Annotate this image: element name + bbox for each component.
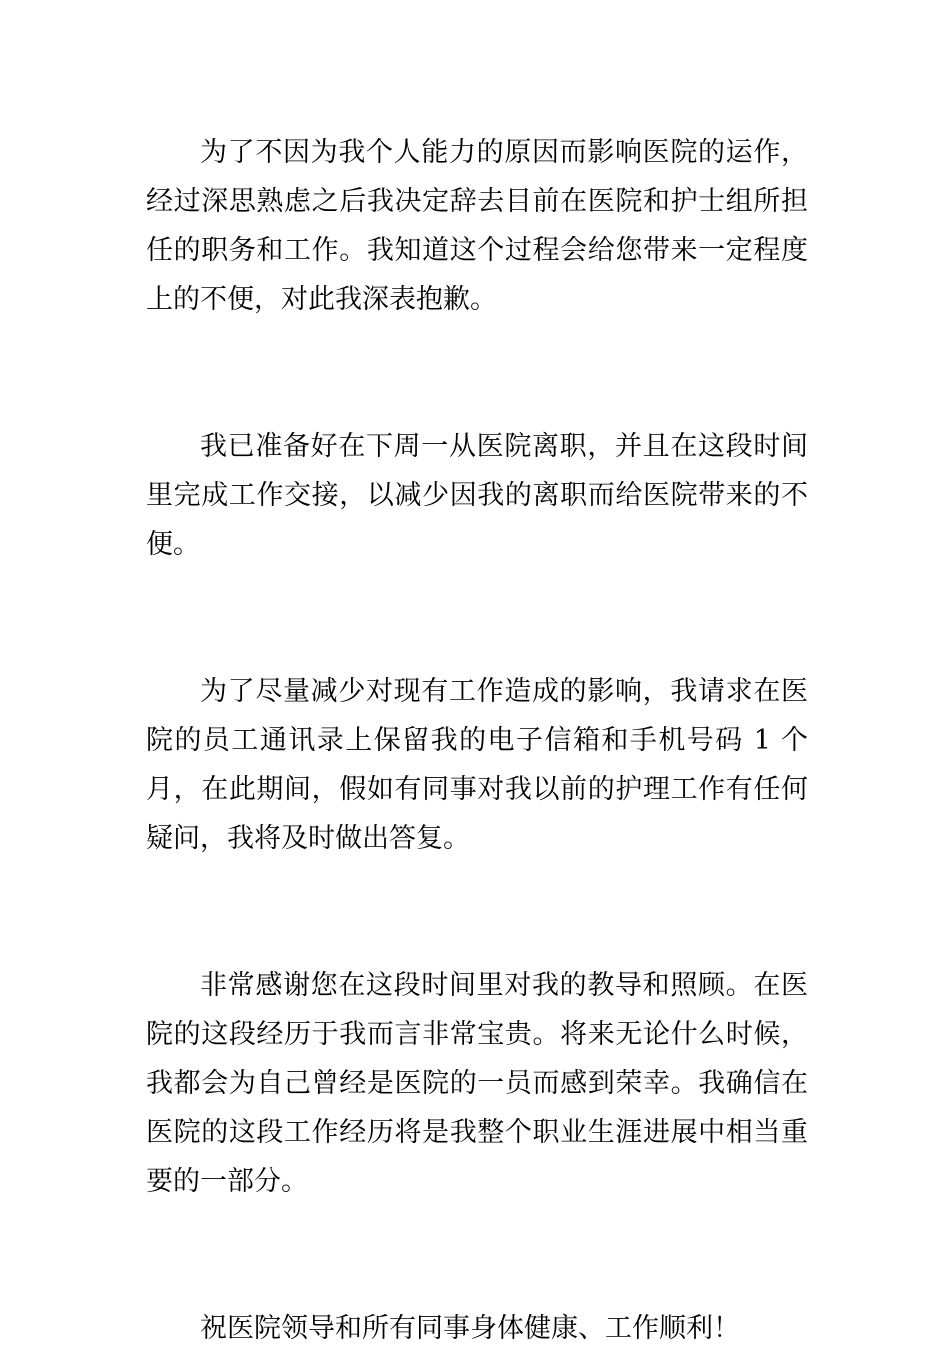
paragraph-resignation-reason: 为了不因为我个人能力的原因而影响医院的运作，经过深思熟虑之后我决定辞去目前在医院和护士组所担任的职务和工作。我知道这个过程会给您带来一定程度上的不便，对此我深表抱歉。 [146,137,808,315]
document-body [146,128,808,1353]
paragraph-closing-wishes: 祝医院领导和所有同事身体健康、工作顺利！ [200,1313,740,1344]
paragraph-handover: 我已准备好在下周一从医院离职，并且在这段时间里完成工作交接，以减少因我的离职而给医院带来的不便。 [146,431,808,560]
paragraph-contact-retention: 为了尽量减少对现有工作造成的影响，我请求在医院的员工通讯录上保留我的电子信箱和手机号码 1 个月，在此期间，假如有同事对我以前的护理工作有任何疑问，我将及时做出答复。 [146,676,808,854]
paragraph-gratitude: 非常感谢您在这段时间里对我的教导和照顾。在医院的这段经历于我而言非常宝贵。将来无论什么时候，我都会为自己曾经是医院的一员而感到荣幸。我确信在医院的这段工作经历将是我整个职业生涯进展中相当重要的一部分。 [146,970,808,1197]
